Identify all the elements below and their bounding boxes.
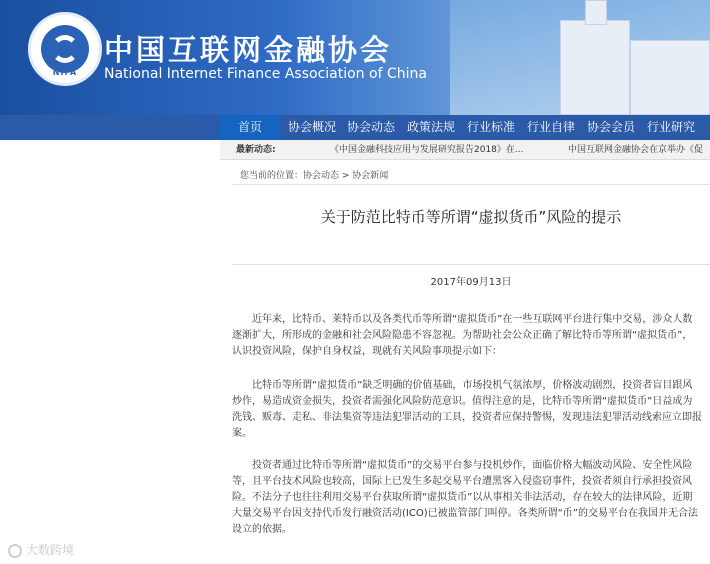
logo-text: NIFA [52,68,78,77]
logo-mark-icon [51,35,79,63]
ticker-item[interactable]: 《中国金融科技应用与发展研究报告2018》在... [330,145,524,155]
nav-item-home[interactable]: 首页 [220,115,280,140]
divider [232,184,710,185]
nifa-logo[interactable] [28,12,102,86]
nav-item-about[interactable]: 协会概况 [288,120,337,134]
org-name-cn: 中国互联网金融协会 [104,33,393,67]
main-nav [0,115,710,140]
article-title: 关于防范比特币等所谓“虚拟货币”风险的提示 [320,208,622,226]
nav-item-standards[interactable]: 行业标准 [467,120,516,134]
org-name-en: National Internet Finance Association of China [104,66,427,82]
nav-item-research[interactable]: 行业研究 [647,120,696,134]
watermark [8,541,74,558]
article-paragraph: 投资者通过比特币等所谓“虚拟货币”的交易平台参与投机炒作，面临价格大幅波动风险、安全性风险等，且平台技术风险也较高，国际上已发生多起交易平台遭黑客入侵盗窃事件，投资者须自行承担投资风险。不法分子也往往利用交易平台获取所谓“虚拟货币”以从事相关非法活动，存在较大的法律风险，近期大量交易平台因支持代币发行融资活动(ICO)已被监管部门叫停。各类所谓“币”的交易平台在我国并无合法设立的依据。 [232,460,698,535]
ticker-item[interactable]: 中国互联网金融协会在京举办《促 [568,145,704,155]
nav-item-news[interactable]: 协会动态 [347,120,396,134]
ticker-label: 最新动态: [236,145,276,155]
banner-building [585,0,607,25]
divider [232,264,710,265]
watermark-text: 大数跨境 [26,543,75,557]
nav-item-self-regulation[interactable]: 行业自律 [527,120,576,134]
nav-item-policy[interactable]: 政策法规 [407,120,456,134]
breadcrumb[interactable]: 您当前的位置：协会动态 > 协会新闻 [240,171,389,181]
nav-item-members[interactable]: 协会会员 [587,120,636,134]
article-paragraph: 比特币等所谓“虚拟货币”缺乏明确的价值基础，市场投机气氛浓厚，价格波动剧烈，投资者盲目跟风炒作，易造成资金损失，投资者需强化风险防范意识。值得注意的是，比特币等所谓“虚拟货币”日益成为洗钱、贩毒、走私、非法集资等违法犯罪活动的工具，投资者应保持警惕，发现违法犯罪活动线索应立即报案。 [232,380,702,439]
news-ticker [220,140,710,160]
watermark-logo-icon [8,544,22,558]
header-banner [0,0,710,115]
banner-building [630,40,710,115]
article-date: 2017年09月13日 [430,277,512,288]
article-paragraph: 近年来，比特币、莱特币以及各类代币等所谓“虚拟货币”在一些互联网平台进行集中交易，涉众人数逐渐扩大，所形成的金融和社会风险隐患不容忽视。为帮助社会公众正确了解比特币等所谓“虚拟货币”，认识投资风险，保护自身权益，现就有关风险事项提示如下： [232,314,693,357]
banner-building [560,20,630,115]
